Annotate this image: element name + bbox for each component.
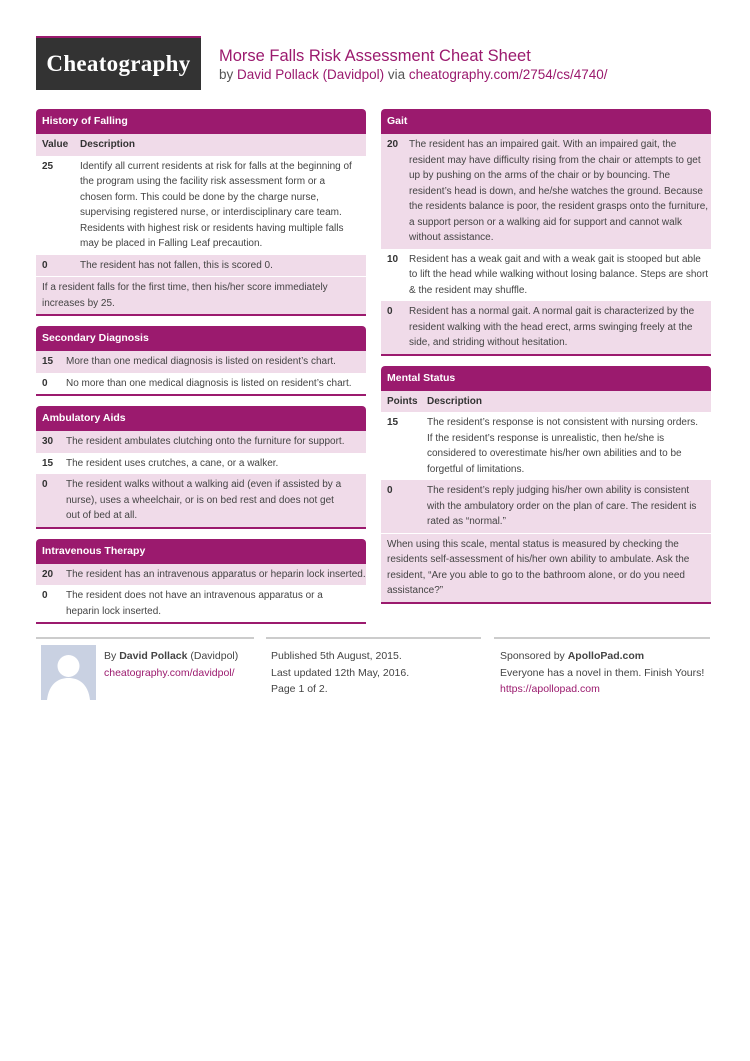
- table-header: [36, 134, 366, 156]
- footer-divider: [36, 637, 254, 639]
- row-value: 15: [42, 457, 54, 469]
- description-col-header: Description: [80, 139, 136, 150]
- updated-date: Last updated 12th May, 2016.: [271, 666, 410, 679]
- mental-status-note: When using this scale, mental status is measured by checking the residents self-assessment of his/her own ability to ambulate. Ask the resident, “Are you able to go to the bathroom alone, or do you need assistance?”: [381, 533, 711, 602]
- footer-sponsor: [500, 648, 704, 698]
- table-row: [36, 373, 366, 395]
- table-row: [36, 431, 366, 453]
- page-number: Page 1 of 2.: [271, 683, 328, 695]
- row-value: 25: [42, 160, 54, 172]
- table-row: [36, 351, 366, 373]
- table-row: [36, 156, 366, 255]
- row-value: 15: [42, 356, 54, 367]
- row-value: 20: [387, 139, 399, 150]
- byline-via: via: [387, 67, 406, 82]
- sponsored-by-label: Sponsored by: [500, 650, 565, 662]
- footer-divider: [266, 637, 481, 639]
- row-description: Resident has a normal gait. A normal gait is characterized by the resident walking with the head erect, arms swinging freely at the side, and striding without hesitation.: [409, 306, 695, 348]
- row-value: 20: [42, 568, 54, 580]
- table-row: [381, 412, 711, 480]
- gait-section: [381, 109, 711, 356]
- footer-author-handle: (Davidpol): [190, 650, 239, 662]
- sponsor-url[interactable]: https://apollopad.com: [500, 683, 600, 695]
- table-row: [381, 134, 711, 249]
- table-row: [381, 301, 711, 354]
- row-value: 0: [42, 590, 48, 601]
- row-description: The resident uses crutches, a cane, or a walker.: [66, 457, 279, 469]
- section-title: Secondary Diagnosis: [36, 326, 366, 351]
- row-description: More than one medical diagnosis is listed on resident’s chart.: [66, 356, 336, 367]
- row-value: 0: [42, 377, 48, 389]
- row-description: The resident has an impaired gait. With an impaired gait, the resident may have difficulty rising from the chair or attempts to get up by pushing on the arms of the chair or by bouncing. The resident’s head is down, and he/she watches the ground. Because the residents balance is poor, the resident grasps onto the furniture, a support person or a walking aid for support and cannot walk without assistance.: [409, 139, 709, 243]
- table-row: [36, 564, 366, 586]
- row-description: The resident has not fallen, this is scored 0.: [80, 259, 273, 271]
- left-column: [36, 109, 366, 634]
- author-link[interactable]: David Pollack (Davidpol): [237, 67, 385, 82]
- table-row: [381, 480, 711, 533]
- ambulatory-aids-section: [36, 406, 366, 529]
- table-row: [36, 453, 366, 475]
- section-title: Ambulatory Aids: [36, 406, 366, 431]
- mental-status-section: [381, 366, 711, 604]
- row-description: The resident’s reply judging his/her own ability is consistent with the ambulatory order on the plan of care. The resident is rated as “normal.”: [427, 485, 697, 527]
- avatar-silhouette-icon: [41, 645, 96, 700]
- value-col-header: Value: [42, 139, 69, 150]
- row-description: Resident has a weak gait and with a weak gait is stooped but able to lift the head while walking without losing balance. Steps are short & the resident may shuffle.: [409, 253, 709, 296]
- row-description: The resident has an intravenous apparatus or heparin lock inserted.: [66, 568, 366, 580]
- row-description: The resident does not have an intravenous apparatus or a heparin lock inserted.: [66, 590, 323, 617]
- row-value: 0: [42, 479, 48, 490]
- sponsor-name[interactable]: ApolloPad.com: [567, 650, 645, 662]
- row-value: 15: [387, 417, 399, 428]
- sponsor-tagline: Everyone has a novel in them. Finish Yours!: [500, 666, 705, 679]
- history-of-falling-section: [36, 109, 366, 316]
- table-row: [36, 585, 366, 622]
- intravenous-therapy-section: [36, 539, 366, 625]
- row-value: 0: [387, 485, 393, 496]
- row-description: The resident ambulates clutching onto the furniture for support.: [66, 436, 345, 447]
- row-value: 0: [387, 306, 393, 317]
- footer-by: By: [104, 650, 117, 662]
- section-title: Intravenous Therapy: [36, 539, 366, 564]
- byline: [219, 67, 608, 82]
- table-row: [36, 255, 366, 277]
- description-col-header: Description: [427, 395, 483, 407]
- footer-divider: [494, 637, 710, 639]
- footer-author-url[interactable]: cheatography.com/davidpol/: [104, 666, 235, 679]
- footer-author-name[interactable]: David Pollack: [119, 650, 188, 662]
- table-row: [36, 474, 366, 527]
- section-title: Mental Status: [381, 366, 711, 391]
- section-title: History of Falling: [36, 109, 366, 134]
- row-description: The resident walks without a walking aid (even if assisted by a nurse), uses a wheelchair, or is on bed rest and does not get out of bed at all.: [66, 479, 342, 521]
- history-note: If a resident falls for the first time, then his/her score immediately increases by 25.: [36, 276, 366, 314]
- byline-by: by: [219, 67, 234, 82]
- cheatography-logo[interactable]: Cheatography: [36, 38, 201, 90]
- table-row: [381, 249, 711, 302]
- right-column: [381, 109, 711, 614]
- row-description: Identify all current residents at risk for falls at the beginning of the program using the facility risk assessment form or a chosen form. This could be done by the charge nurse, supervising registered nurse, or interdisciplinary care team. Residents with highest risk or residents having multiple falls may be placed in Falling Leaf precaution.: [80, 160, 352, 249]
- sheet-url-link[interactable]: cheatography.com/2754/cs/4740/: [408, 67, 608, 82]
- page-title: Morse Falls Risk Assessment Cheat Sheet: [219, 47, 531, 65]
- row-value: 30: [42, 436, 54, 447]
- section-title: Gait: [381, 109, 711, 134]
- table-header: [381, 391, 711, 413]
- points-col-header: Points: [387, 395, 418, 407]
- secondary-diagnosis-section: [36, 326, 366, 396]
- row-value: 10: [387, 253, 399, 265]
- row-description: No more than one medical diagnosis is listed on resident’s chart.: [66, 377, 352, 389]
- row-value: 0: [42, 259, 48, 271]
- footer-dates: [271, 648, 409, 698]
- author-avatar[interactable]: [41, 645, 96, 700]
- footer-author: [104, 648, 238, 681]
- row-description: The resident’s response is not consistent with nursing orders. If the resident’s response is unrealistic, then he/she is considered to overestimate his/her own abilities and to be forgetful of limitations.: [427, 417, 699, 475]
- published-date: Published 5th August, 2015.: [271, 650, 402, 662]
